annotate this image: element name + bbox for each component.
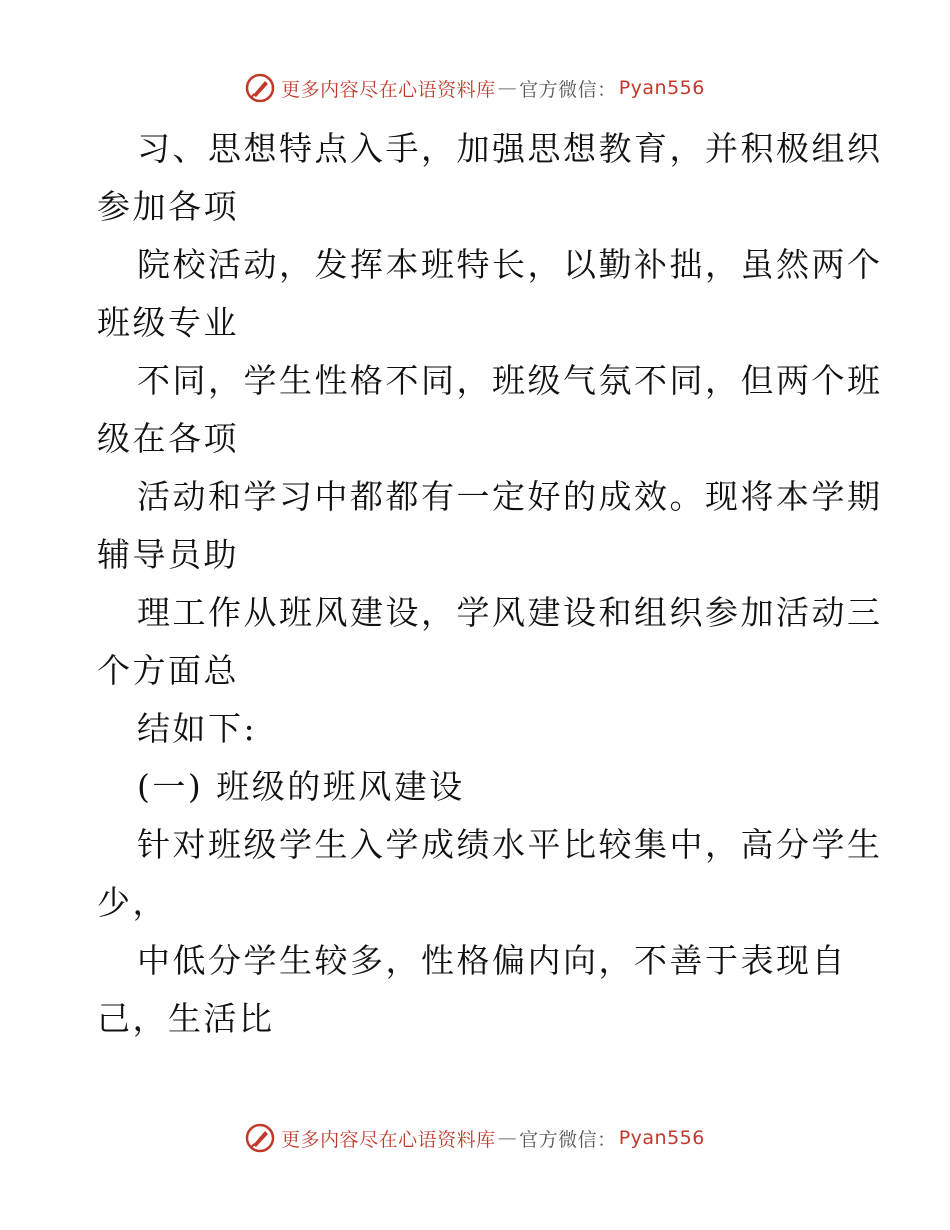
section-heading: (一) 班级的班风建设 xyxy=(137,767,465,806)
text-line: 少， xyxy=(97,883,168,922)
watermark-label: 官方微信： xyxy=(519,78,617,101)
text-line: 结如下: xyxy=(137,709,258,748)
watermark-dash: — xyxy=(497,77,518,99)
text-line: 己，生活比 xyxy=(97,999,275,1038)
text-line: 不同，学生性格不同，班级气氛不同，但两个班 xyxy=(137,361,883,400)
text-line: 参加各项 xyxy=(97,187,239,226)
text-line: 辅导员助 xyxy=(97,535,239,574)
text-line: 活动和学习中都都有一定好的成效。现将本学期 xyxy=(137,477,883,516)
quill-logo-icon xyxy=(245,73,275,103)
text-line: 习、思想特点入手，加强思想教育，并积极组织 xyxy=(137,129,883,168)
watermark-dash: — xyxy=(497,1127,518,1149)
header-watermark xyxy=(0,68,950,108)
text-line: 理工作从班风建设，学风建设和组织参加活动三 xyxy=(137,593,883,632)
quill-logo-icon xyxy=(245,1123,275,1153)
watermark-id: Pyan556 xyxy=(618,1127,705,1149)
footer-watermark xyxy=(0,1118,950,1158)
watermark-id: Pyan556 xyxy=(618,77,705,99)
document-body xyxy=(97,120,883,1048)
watermark-brand: 更多内容尽在心语资料库 xyxy=(281,78,496,101)
text-line: 针对班级学生入学成绩水平比较集中，高分学生 xyxy=(137,825,883,864)
text-line: 个方面总 xyxy=(97,651,239,690)
text-line: 院校活动，发挥本班特长，以勤补拙，虽然两个 xyxy=(137,245,883,284)
watermark-brand: 更多内容尽在心语资料库 xyxy=(281,1128,496,1151)
text-line: 中低分学生较多，性格偏内向，不善于表现自 xyxy=(137,941,847,980)
text-line: 班级专业 xyxy=(97,303,239,342)
watermark-label: 官方微信： xyxy=(519,1128,617,1151)
text-line: 级在各项 xyxy=(97,419,239,458)
